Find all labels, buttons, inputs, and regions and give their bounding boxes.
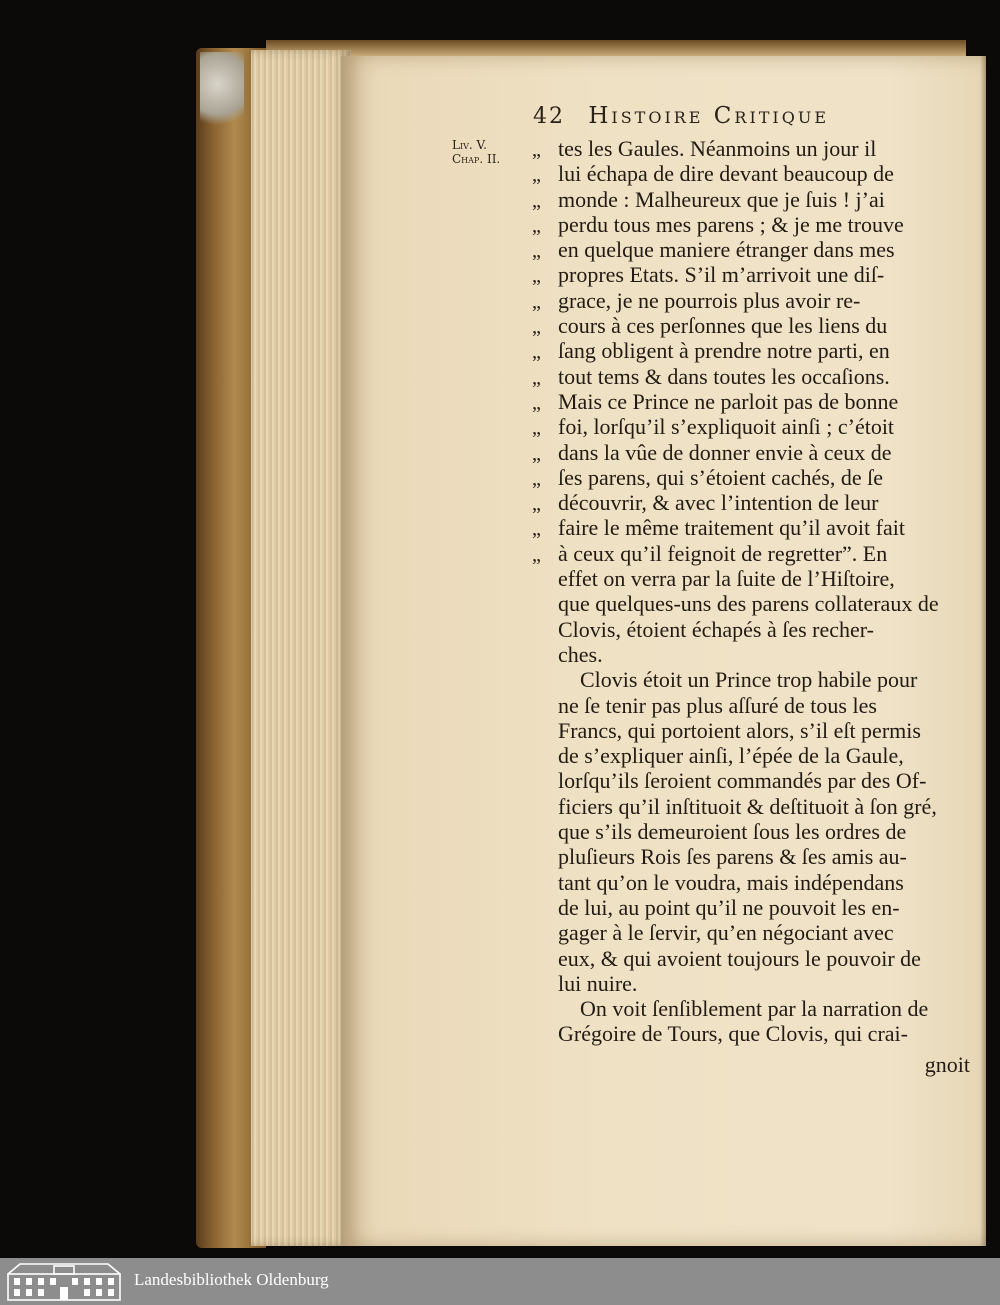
quote-mark: „	[532, 214, 541, 237]
quote-mark: „	[532, 417, 541, 440]
quote-mark: „	[532, 518, 541, 541]
page-header	[533, 103, 829, 129]
text-line	[532, 490, 970, 515]
text-line	[532, 996, 970, 1021]
body-text	[532, 136, 970, 1047]
quote-mark: „	[532, 543, 541, 566]
quote-mark: „	[532, 366, 541, 389]
line-text: Grégoire de Tours, que Clovis, qui crai-	[558, 1021, 908, 1047]
line-text: Clovis étoit un Prince trop habile pour	[580, 667, 918, 693]
text-line	[532, 566, 970, 591]
text-line	[532, 389, 970, 414]
text-line	[532, 313, 970, 338]
text-line	[532, 161, 970, 186]
page-top-edge	[266, 40, 966, 56]
line-text: de s’expliquer ainſi, l’épée de la Gaule,	[558, 743, 904, 769]
quote-mark: „	[532, 240, 541, 263]
margin-note	[452, 138, 532, 166]
page-stack	[251, 50, 351, 1246]
text-line	[532, 515, 970, 540]
text-line	[532, 212, 970, 237]
text-line	[532, 819, 970, 844]
text-line	[532, 440, 970, 465]
running-title: Histoire Critique	[588, 103, 830, 129]
page-edge-shadow	[980, 56, 986, 1246]
text-line	[532, 693, 970, 718]
quote-mark: „	[532, 290, 541, 313]
text-line	[532, 667, 970, 692]
text-line	[532, 895, 970, 920]
line-text: monde : Malheureux que je ſuis ! j’ai	[558, 186, 885, 212]
text-line	[532, 642, 970, 667]
text-line	[532, 768, 970, 793]
line-text: eux, & qui avoient toujours le pouvoir de	[558, 945, 921, 971]
text-line	[532, 870, 970, 895]
line-text: On voit ſenſiblement par la narration de	[580, 996, 929, 1022]
line-text: dans la vûe de donner envie à ceux de	[558, 439, 892, 465]
text-line	[532, 237, 970, 262]
line-text: pluſieurs Rois ſes parens & ſes amis au-	[558, 844, 907, 870]
text-line	[532, 971, 970, 996]
text-line	[532, 364, 970, 389]
quote-mark: „	[532, 391, 541, 414]
catchword: gnoit	[924, 1052, 970, 1077]
line-text: grace, je ne pourrois plus avoir re-	[558, 287, 861, 313]
quote-mark: „	[532, 164, 541, 187]
line-text: tes les Gaules. Néanmoins un jour il	[558, 136, 877, 161]
quote-mark: „	[532, 139, 541, 161]
text-line	[532, 920, 970, 945]
line-text: foi, lorſqu’il s’expliquoit ainſi ; c’étoit	[558, 414, 895, 440]
quote-mark: „	[532, 493, 541, 516]
line-text: ſang obligent à prendre notre parti, en	[558, 338, 890, 364]
line-text: Francs, qui portoient alors, s’il eſt permis	[558, 717, 921, 743]
text-line	[532, 136, 970, 161]
footer-bar	[0, 1258, 1000, 1305]
library-name: Landesbibliothek Oldenburg	[134, 1270, 329, 1289]
line-text: effet on verra par la ſuite de l’Hiſtoire,	[558, 566, 895, 592]
line-text: que s’ils demeuroient ſous les ordres de	[558, 819, 907, 845]
line-text: Mais ce Prince ne parloit pas de bonne	[558, 388, 899, 414]
line-text: propres Etats. S’il m’arrivoit une diſ-	[558, 262, 885, 288]
text-line	[532, 465, 970, 490]
line-text: à ceux qu’il feignoit de regretter”. En	[558, 540, 888, 566]
text-line	[532, 262, 970, 287]
text-line	[532, 187, 970, 212]
quote-mark: „	[532, 189, 541, 212]
text-line	[532, 541, 970, 566]
quote-mark: „	[532, 442, 541, 465]
line-text: faire le même traitement qu’il avoit fait	[558, 515, 905, 541]
line-text: lui échapa de dire devant beaucoup de	[558, 161, 894, 187]
line-text: lorſqu’ils ſeroient commandés par des Of-	[558, 768, 927, 794]
text-line	[532, 617, 970, 642]
line-text: ſes parens, qui s’étoient cachés, de ſe	[558, 464, 883, 490]
line-text: découvrir, & avec l’intention de leur	[558, 490, 879, 516]
margin-note-chapter: Chap. II.	[452, 152, 501, 166]
quote-mark: „	[532, 341, 541, 364]
line-text: de lui, au point qu’il ne pouvoit les en-	[558, 894, 900, 920]
text-line	[532, 288, 970, 313]
line-text: gager à le ſervir, qu’en négociant avec	[558, 920, 894, 946]
cover-damage	[200, 52, 244, 132]
text-line	[532, 1021, 970, 1046]
quote-mark: „	[532, 265, 541, 288]
quote-mark: „	[532, 316, 541, 339]
line-text: cours à ces perſonnes que les liens du	[558, 313, 888, 339]
line-text: perdu tous mes parens ; & je me trouve	[558, 211, 904, 237]
text-line	[532, 844, 970, 869]
page-number: 42	[533, 104, 565, 129]
text-line	[532, 743, 970, 768]
text-line	[532, 946, 970, 971]
text-line	[532, 794, 970, 819]
line-text: en quelque maniere étranger dans mes	[558, 237, 895, 263]
text-line	[532, 718, 970, 743]
line-text: lui nuire.	[558, 970, 638, 996]
text-line	[532, 338, 970, 363]
line-text: tant qu’on le voudra, mais indépendans	[558, 869, 904, 895]
quote-mark: „	[532, 467, 541, 490]
line-text: ches.	[558, 641, 603, 667]
margin-note-book: Liv. V.	[452, 138, 487, 152]
line-text: ne ſe tenir pas plus aſſuré de tous les	[558, 692, 877, 718]
line-text: ficiers qu’il inſtituoit & deſtituoit à ſon gré,	[558, 793, 937, 819]
text-line	[532, 414, 970, 439]
library-building-icon	[4, 1260, 124, 1302]
line-text: que quelques-uns des parens collateraux de	[558, 591, 939, 617]
line-text: tout tems & dans toutes les occaſions.	[558, 363, 890, 389]
line-text: Clovis, étoient échapés à ſes recher-	[558, 616, 874, 642]
text-line	[532, 591, 970, 616]
